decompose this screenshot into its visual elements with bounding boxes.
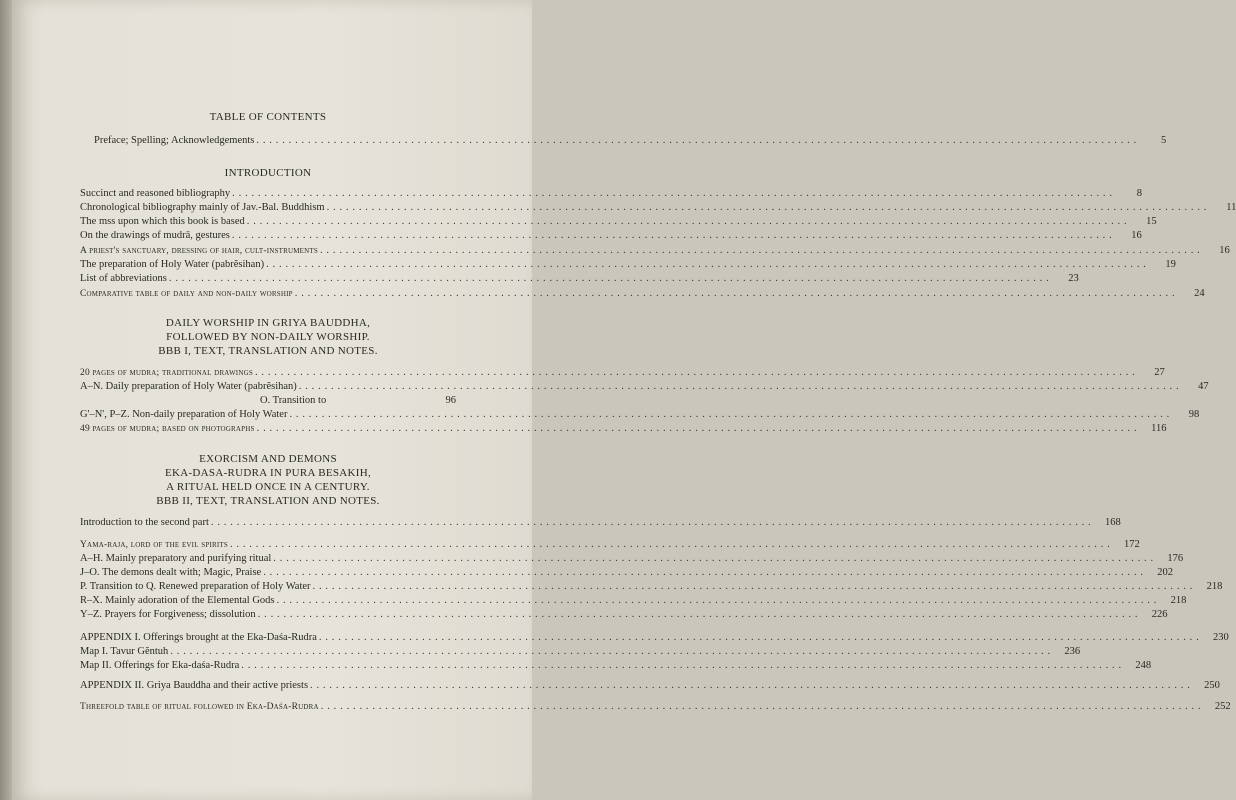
toc-entry — [80, 659, 1152, 672]
toc-dot-leader — [255, 422, 1139, 435]
toc-entry-page-number: 236 — [1064, 646, 1081, 657]
toc-entry-page-number: 16 — [1131, 230, 1142, 241]
toc-entry — [80, 516, 1121, 529]
toc-entry-page-number: 230 — [1212, 632, 1229, 643]
toc-entry-page-number: 252 — [1214, 701, 1231, 712]
toc-entry-page-number: 47 — [1198, 381, 1209, 392]
toc-entry-title: Threefold table of ritual followed in Eka-Daśa-Rudra — [80, 702, 319, 712]
toc-dot-leader — [167, 272, 1051, 285]
section-heading-line: DAILY WORSHIP IN GRIYA BAUDDHA, — [165, 317, 371, 329]
toc-entry — [80, 422, 1167, 435]
toc-dot-leader — [271, 552, 1155, 565]
toc-entry — [80, 215, 1157, 228]
toc-dot-leader — [293, 287, 1177, 300]
toc-dot-leader — [228, 538, 1112, 551]
toc-entry — [80, 229, 1142, 242]
toc-entry-title: G'–N', P–Z. Non-daily preparation of Holy Water — [80, 409, 288, 420]
toc-entry — [80, 645, 1081, 658]
toc-dot-leader — [256, 608, 1140, 621]
toc-entry-page-number: 19 — [1165, 259, 1176, 270]
toc-dot-leader — [239, 659, 1123, 672]
toc-entry — [80, 394, 456, 407]
toc-dot-leader — [254, 134, 1138, 147]
toc-entry-page-number: 248 — [1135, 660, 1152, 671]
toc-dot-leader — [264, 258, 1148, 271]
toc-entry-title: A–H. Mainly preparatory and purifying ritual — [80, 553, 272, 564]
toc-entry-title: Succinct and reasoned bibliography — [80, 188, 231, 199]
toc-entry-page-number: 168 — [1104, 517, 1121, 528]
toc-entry-title: The preparation of Holy Water (pabrĕsihan) — [80, 259, 265, 270]
section-heading-line: INTRODUCTION — [224, 167, 312, 179]
toc-entry-page-number: 172 — [1124, 539, 1140, 550]
toc-entry-page-number: 24 — [1194, 288, 1205, 299]
toc-dot-leader — [275, 594, 1159, 607]
toc-dot-leader — [317, 631, 1201, 644]
toc-dot-leader — [168, 645, 1052, 658]
toc-dot-leader — [245, 215, 1129, 228]
toc-entry-page-number: 218 — [1170, 595, 1187, 606]
toc-entry-title: APPENDIX I. Offerings brought at the Eka-Daśa-Rudra — [80, 632, 317, 643]
book-spine-edge — [0, 0, 12, 800]
toc-entry-title: O. Transition to — [260, 395, 327, 406]
toc-entry — [80, 258, 1176, 271]
toc-dot-leader — [319, 700, 1203, 713]
section-heading-line: EXORCISM AND DEMONS — [199, 453, 337, 465]
toc-dot-leader — [318, 244, 1202, 257]
toc-entry — [80, 187, 1142, 200]
toc-entry-title: Chronological bibliography mainly of Jav.-Bal. Buddhism — [80, 202, 325, 213]
section-heading-line: A RITUAL HELD ONCE IN A CENTURY. — [166, 481, 370, 493]
toc-entry-title: 49 pages of mudra; based on photographs — [80, 424, 255, 434]
toc-entry-page-number: 8 — [1136, 188, 1142, 199]
toc-entry — [80, 700, 1231, 713]
toc-entry — [80, 679, 1220, 692]
toc-dot-leader — [297, 380, 1181, 393]
toc-entry-title: The mss upon which this book is based — [80, 216, 245, 227]
toc-dot-leader — [253, 366, 1137, 379]
toc-entry — [80, 580, 1223, 593]
toc-entry-title: J–O. The demons dealt with; Magic, Praise — [80, 567, 262, 578]
toc-entry-title: A–N. Daily preparation of Holy Water (pabrĕsihan) — [80, 381, 297, 392]
toc-entry-page-number: 226 — [1151, 609, 1168, 620]
toc-dot-leader — [287, 408, 1171, 421]
book-page — [12, 0, 1236, 800]
toc-entry-title: Preface; Spelling; Acknowledgements — [94, 135, 255, 146]
toc-entry-page-number: 176 — [1167, 553, 1184, 564]
toc-entry-page-number: 218 — [1206, 581, 1223, 592]
toc-entry-page-number: 96 — [445, 395, 456, 406]
toc-entry-title: Map I. Tavur Gĕntuh — [80, 646, 169, 657]
toc-entry-page-number: 23 — [1068, 273, 1079, 284]
toc-entry-page-number: 11 — [1226, 202, 1236, 213]
toc-entry — [80, 566, 1174, 579]
toc-dot-leader — [209, 516, 1093, 529]
toc-entry-title: Yama-raja, lord of the evil spirits — [80, 540, 228, 550]
toc-entry-title: Y–Z. Prayers for Forgiveness; dissolution — [80, 609, 256, 620]
toc-entry-title: A priest's sanctuary, dressing of hair, cult-instruments — [80, 246, 318, 256]
toc-entry-page-number: 202 — [1157, 567, 1174, 578]
toc-entry-page-number: 5 — [1160, 135, 1167, 146]
toc-entry-page-number: 116 — [1151, 423, 1167, 434]
toc-dot-leader — [325, 201, 1209, 214]
toc-entry-title: P. Transition to Q. Renewed preparation of Holy Water — [80, 581, 311, 592]
toc-dot-leader — [311, 580, 1195, 593]
toc-entry-page-number: 250 — [1204, 680, 1220, 691]
toc-entry — [80, 408, 1200, 421]
toc-entry — [80, 272, 1079, 285]
toc-entry — [80, 631, 1229, 644]
toc-entry — [80, 366, 1165, 379]
toc-dot-leader — [230, 187, 1114, 200]
toc-entry — [80, 552, 1184, 565]
toc-entry-title: Introduction to the second part — [80, 517, 209, 528]
toc-entry-title: APPENDIX II. Griya Bauddha and their active priests — [80, 680, 309, 691]
toc-entry — [80, 608, 1168, 621]
toc-entry-title: 20 pages of mudra; traditional drawings — [80, 368, 253, 378]
toc-entry-page-number: 27 — [1154, 367, 1165, 378]
toc-entry-page-number: 15 — [1146, 216, 1157, 227]
toc-entry — [80, 380, 1209, 393]
toc-entry-title: On the drawings of mudrā, gestures — [80, 230, 230, 241]
toc-entry — [94, 134, 1167, 147]
toc-entry — [80, 594, 1187, 607]
toc-entry — [80, 287, 1205, 300]
section-heading-line: BBB I, TEXT, TRANSLATION AND NOTES. — [158, 345, 378, 357]
toc-entry-title: List of abbreviations — [80, 273, 167, 284]
toc-entry — [80, 538, 1140, 551]
toc-entry-page-number: 16 — [1219, 245, 1230, 256]
toc-dot-leader — [308, 679, 1192, 692]
toc-dot-leader — [261, 566, 1145, 579]
section-heading-line: BBB II, TEXT, TRANSLATION AND NOTES. — [156, 495, 380, 507]
toc-entry-title: Map II. Offerings for Eka-daśa-Rudra — [80, 660, 240, 671]
section-heading-line: FOLLOWED BY NON-DAILY WORSHIP. — [166, 331, 370, 343]
toc-entry — [80, 244, 1230, 257]
toc-entry-title: Comparative table of daily and non-daily worship — [80, 289, 293, 299]
toc-entry-title: R–X. Mainly adoration of the Elemental Gods — [80, 595, 275, 606]
toc-title: TABLE OF CONTENTS — [209, 111, 327, 123]
toc-entry-page-number: 98 — [1188, 409, 1200, 420]
toc-dot-leader — [230, 229, 1114, 242]
toc-entry — [80, 201, 1236, 214]
section-heading-line: EKA-DASA-RUDRA IN PURA BESAKIH, — [164, 467, 372, 479]
